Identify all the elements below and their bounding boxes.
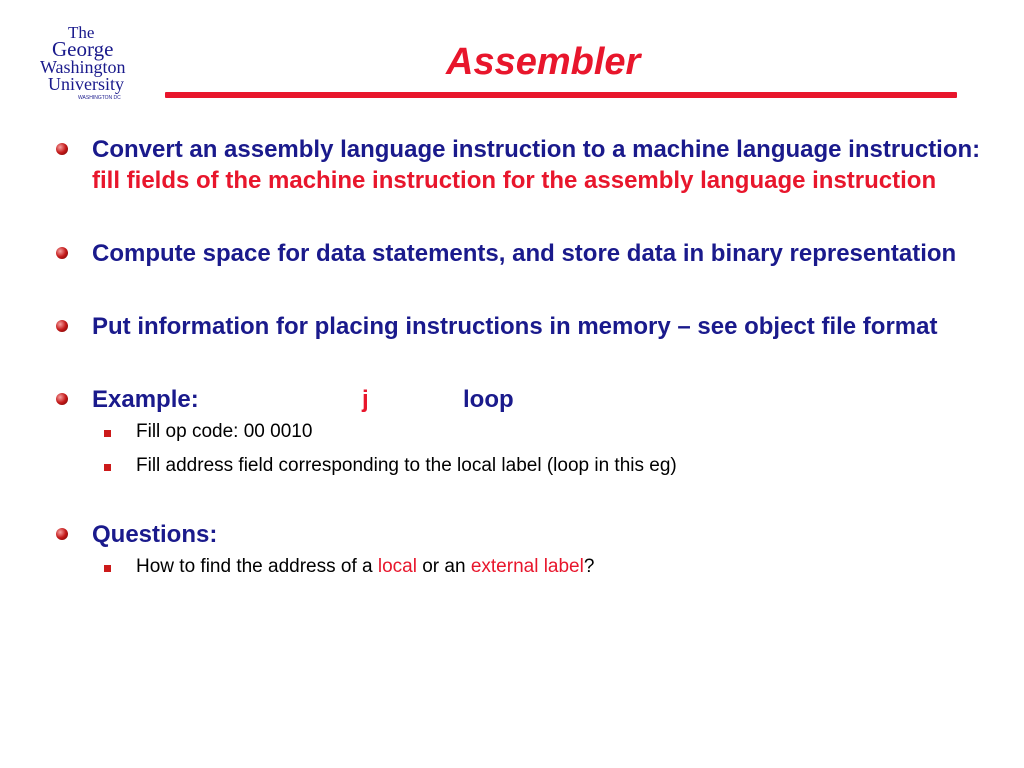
bullet-icon <box>56 143 68 155</box>
title-underline <box>165 92 957 98</box>
svg-text:University: University <box>48 74 124 94</box>
svg-text:The: The <box>68 23 95 42</box>
bullet-put-info: Put information for placing instructions in memory – see object file format <box>54 311 984 342</box>
bullet-list <box>54 134 984 584</box>
bullet-icon <box>56 247 68 259</box>
bullet-questions: Questions: <box>54 519 984 550</box>
bullet-icon <box>56 528 68 540</box>
sub-bullet-question: How to find the address of a local or an external label? <box>54 550 984 584</box>
bullet-compute: Compute space for data statements, and store data in binary representation <box>54 238 984 269</box>
sub-bullet-address: Fill address field corresponding to the local label (loop in this eg) <box>54 449 984 483</box>
bullet-icon <box>56 320 68 332</box>
bullet-convert: Convert an assembly language instruction to a machine language instruction: fill fields of the machine instruction for the assembly language instruction <box>54 134 984 196</box>
example-op: j <box>362 386 369 413</box>
example-label: Example: <box>92 386 199 413</box>
sub-bullet-opcode: Fill op code: 00 0010 <box>54 415 984 449</box>
local-label-text: local <box>377 556 417 577</box>
example-operand: loop <box>463 386 514 413</box>
svg-text:Washington: Washington <box>40 57 126 77</box>
highlight-text: fill fields of the machine instruction for the assembly language instruction <box>92 167 937 194</box>
square-bullet-icon <box>104 430 111 437</box>
university-logo <box>38 22 168 102</box>
svg-text:WASHINGTON DC: WASHINGTON DC <box>78 95 121 101</box>
slide-title: Assembler <box>446 41 641 83</box>
svg-text:George: George <box>52 37 114 61</box>
bullet-example <box>54 384 984 415</box>
external-label-text: external label <box>470 556 584 577</box>
square-bullet-icon <box>104 565 111 572</box>
bullet-icon <box>56 393 68 405</box>
square-bullet-icon <box>104 464 111 471</box>
